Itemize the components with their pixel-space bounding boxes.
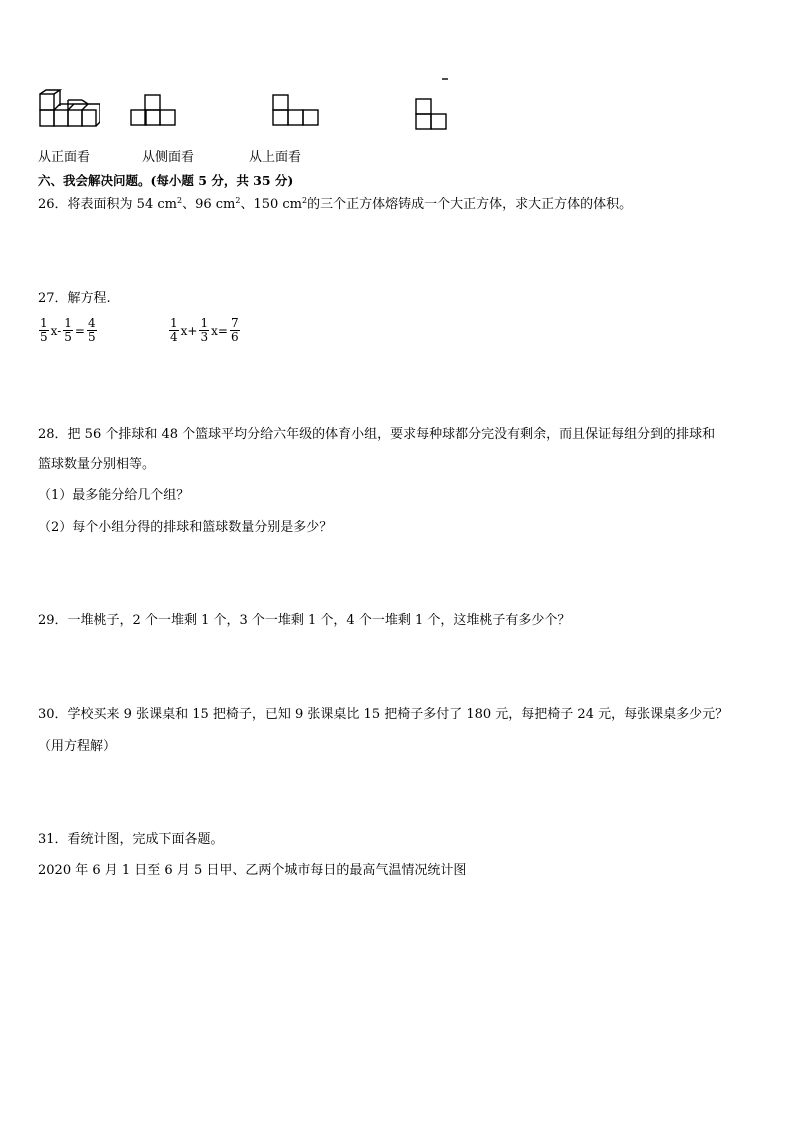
- q26-prefix: 26．将表面积为 54 cm: [38, 197, 177, 212]
- front-view-figure: [38, 88, 100, 130]
- front-view-label: 从正面看: [38, 150, 91, 165]
- eq1-fraction-3: $\frac{4}{5}$: [87, 316, 96, 344]
- top-view-figure: [271, 93, 321, 129]
- equation-1: [38, 317, 98, 344]
- question-31-title: 31．看统计图，完成下面各题。: [38, 832, 224, 847]
- eq2-operator-1: x+: [180, 323, 198, 338]
- question-28-line-2: 篮球数量分别相等。: [38, 457, 156, 472]
- eq2-fraction-1: $\frac{1}{4}$: [170, 316, 178, 344]
- eq2-fraction-2: $\frac{1}{3}$: [200, 316, 209, 344]
- top-view-label: 从上面看: [249, 150, 302, 165]
- equation-2: [168, 317, 241, 344]
- section-heading: 六、我会解决问题。(每小题 5 分，共 35 分): [38, 173, 294, 188]
- eq1-fraction-2: $\frac{1}{5}$: [64, 316, 72, 344]
- side-view-label: 从侧面看: [142, 150, 195, 165]
- eq1-operator-2: =: [74, 323, 85, 338]
- q26-superscript-1: 2: [176, 196, 183, 205]
- q26-suffix: 的三个正方体熔铸成一个大正方体，求大正方体的体积。: [307, 197, 633, 212]
- side-view-figure: [130, 93, 178, 129]
- question-30-line-1: 30．学校买来 9 张课桌和 15 把椅子，已知 9 张课桌比 15 把椅子多付了 180 元，每把椅子 24 元，每张课桌多少元？: [38, 707, 729, 722]
- chart-caption: 2020 年 6 月 1 日至 6 月 5 日甲、乙两个城市每日的最高气温情况统计图: [38, 863, 467, 878]
- q26-superscript-3: 2: [302, 196, 308, 205]
- question-28-sub-1: （1）最多能分给几个组？: [38, 488, 190, 503]
- q26-superscript-2: 2: [235, 196, 241, 205]
- question-26: [38, 196, 632, 214]
- eq2-operator-2: x=: [211, 323, 228, 338]
- question-29: 29．一堆桃子，2 个一堆剩 1 个，3 个一堆剩 1 个，4 个一堆剩 1 个，这堆桃子有多少个？: [38, 613, 571, 628]
- question-28-sub-2: （2）每个小组分得的排球和篮球数量分别是多少？: [38, 520, 333, 535]
- question-30-line-2: （用方程解）: [38, 739, 117, 754]
- question-28-line-1: 28．把 56 个排球和 48 个篮球平均分给六年级的体育小组，要求每种球都分完没有剩余，而且保证每组分到的排球和: [38, 427, 716, 442]
- q26-mid-1: 、96 cm: [182, 197, 236, 212]
- eq2-fraction-3: $\frac{7}{6}$: [230, 316, 239, 344]
- answer-view-figure: [414, 78, 450, 132]
- question-27-title: 27．解方程.: [38, 291, 111, 306]
- eq1-operator-1: x-: [50, 323, 62, 338]
- q26-mid-2: 、150 cm: [240, 197, 303, 212]
- eq1-fraction-1: $\frac{1}{5}$: [40, 316, 48, 344]
